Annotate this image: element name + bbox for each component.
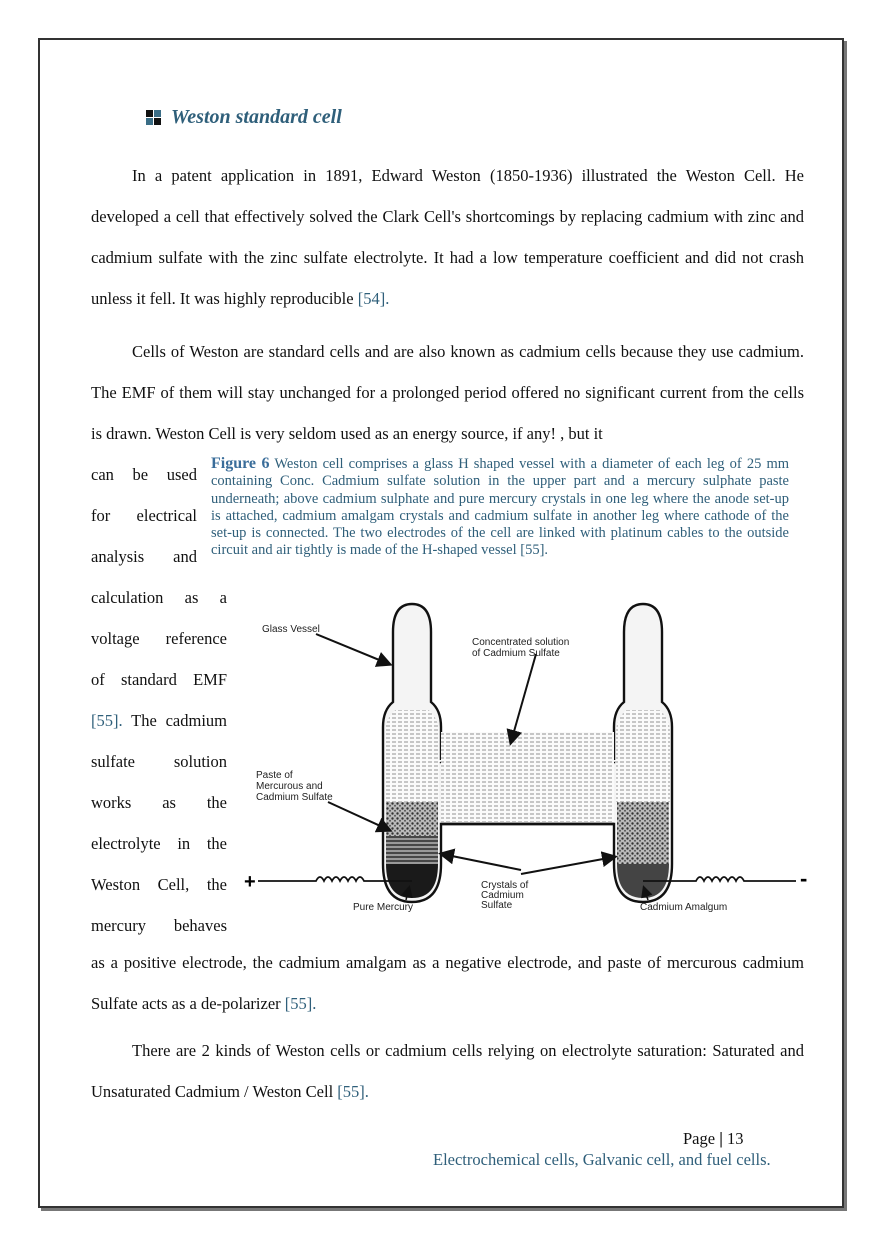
wrapped-line: can be used [91, 465, 197, 484]
weston-cell-diagram [236, 592, 822, 922]
page-separator: | [719, 1129, 723, 1148]
wrapped-line: calculation as a [91, 588, 227, 607]
citation-link[interactable]: [55]. [337, 1082, 369, 1101]
negative-terminal-label: - [800, 866, 808, 891]
section-title: Weston standard cell [171, 106, 342, 128]
positive-terminal-label: + [244, 871, 256, 893]
wrapped-line: sulfate solution [91, 752, 227, 771]
wrapped-line: electrolyte in the [91, 834, 227, 853]
page-number [683, 1129, 743, 1149]
footer-title: Electrochemical cells, Galvanic cell, and fuel cells. [433, 1150, 771, 1169]
citation-link[interactable]: [55]. [91, 711, 123, 730]
paste-label-3: Cadmium Sulfate [256, 792, 333, 803]
paragraph-4 [91, 1030, 804, 1112]
page-number-value: 13 [722, 1129, 744, 1148]
paragraph-4-text: There are 2 kinds of Weston cells or cadmium cells relying on electrolyte saturation: Saturated and Unsaturated Cadmium / Weston Cell [91, 1041, 804, 1101]
citation-link[interactable]: [54]. [357, 289, 390, 308]
square-bullet-icon [146, 110, 161, 125]
crystals-label-2: Cadmium [481, 890, 524, 901]
paste-label-2: Mercurous and [256, 781, 323, 792]
wrapped-line-text: The cadmium [122, 711, 227, 730]
paste-label: Paste of [256, 770, 293, 781]
crystals-label: Crystals of [481, 880, 529, 891]
citation-link[interactable]: [55]. [520, 542, 549, 559]
glass-vessel-label: Glass Vessel [262, 624, 320, 635]
wrapped-line: analysis and [91, 547, 197, 566]
paragraph-3 [91, 942, 804, 1024]
paragraph-1-text: In a patent application in 1891, Edward Weston (1850-1936) illustrated the Weston Cell. He developed a cell that effectively solved the Clark Cell's shortcomings by replacing cadmium with zinc and cadmium sulfate with the zinc sulfate electrolyte. It had a low temperature coefficient and did not crash unless it fell. It was highly reproducible [91, 166, 804, 308]
wrapped-line: for electrical [91, 506, 197, 525]
wrapped-line: voltage reference [91, 629, 227, 648]
wrapped-line [91, 700, 227, 741]
figure-caption-text: Weston cell comprises a glass H shaped vessel with a diameter of each leg of 25 mm containing Conc. Cadmium sulfate solution in the upper part and a mercury sulphate paste underneath; above cadmium sulphate and pure mercury crystals in one leg where the anode set-up is attached, cadmium amalgam crystals and cadmium sulfate in another leg where cathode of the set-up is connected. The two electrodes of the cell are linked with platinum cables to the outside circuit and air tightly is made of the H-shaped vessel [211, 456, 789, 559]
concentrated-solution-label: Concentrated solution [472, 637, 570, 648]
wrapped-line: mercury behaves [91, 916, 227, 935]
wrapped-line: of standard EMF [91, 670, 227, 689]
wrapped-line: Weston Cell, the [91, 875, 227, 894]
citation-link[interactable]: [55]. [284, 994, 317, 1013]
section-heading [146, 106, 342, 129]
wrapped-line: works as the [91, 793, 227, 812]
figure-label: Figure 6 [211, 455, 270, 472]
page-label: Page [683, 1129, 720, 1148]
paragraph-1 [91, 155, 804, 319]
crystals-label-3: Sulfate [481, 900, 513, 911]
paragraph-2: Cells of Weston are standard cells and are also known as cadmium cells because they use cadmium. The EMF of them will stay unchanged for a prolonged period offered no significant current from the cells is drawn. Weston Cell is very seldom used as an energy source, if any! , but it [91, 342, 804, 443]
figure-caption [211, 455, 789, 560]
concentrated-solution-label-2: of Cadmium Sulfate [472, 648, 560, 659]
paragraph-3-text: as a positive electrode, the cadmium amalgam as a negative electrode, and paste of mercurous cadmium Sulfate acts as a de-polarizer [91, 953, 804, 1013]
wrapped-text-column [91, 454, 227, 946]
cadmium-amalgum-label: Cadmium Amalgum [640, 902, 728, 913]
pure-mercury-label: Pure Mercury [353, 902, 414, 913]
